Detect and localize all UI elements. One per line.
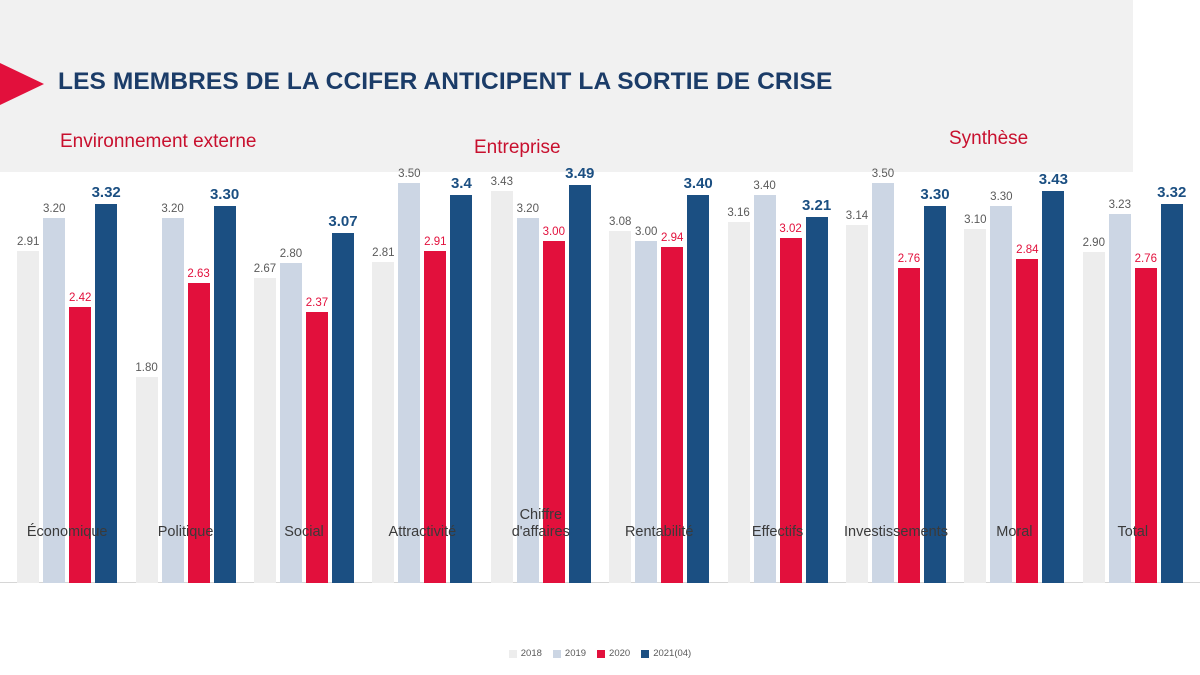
chart-bar-wrapper (801, 172, 832, 583)
chart-value-label: 3.20 (42, 203, 66, 215)
chart-bar-cluster (955, 172, 1073, 583)
chart-bar (136, 377, 158, 583)
chart-bar-wrapper (661, 172, 683, 583)
chart-bar-wrapper (728, 172, 750, 583)
chart-value-label: 3.02 (779, 223, 802, 235)
chart-value-label: 1.80 (135, 362, 158, 374)
chart-value-label: 3.00 (542, 226, 565, 238)
chart-value-label: 2.76 (897, 253, 921, 265)
chart-category-label: Moral (996, 524, 1033, 540)
chart-value-label: 2.91 (424, 236, 447, 248)
chart-bar-wrapper (450, 172, 472, 583)
chart-value-label: 3.30 (920, 186, 950, 203)
chart-value-label: 3.07 (328, 213, 358, 230)
chart-bar-wrapper (780, 172, 802, 583)
legend-label: 2019 (564, 648, 587, 659)
chart-bar-wrapper (1157, 172, 1187, 583)
legend-label: 2021(04) (653, 648, 692, 659)
chart-bar-wrapper (1109, 172, 1131, 583)
chart-value-label: 3.30 (209, 186, 240, 203)
chart-bar-cluster (600, 172, 718, 583)
chart-category-label: Investissements (844, 524, 948, 540)
chart-value-label: 2.80 (279, 248, 303, 260)
chart-bar-wrapper (1038, 171, 1068, 583)
chart-value-label: 3.30 (990, 191, 1013, 203)
chart-bar-wrapper (188, 172, 210, 583)
legend-item (553, 648, 586, 659)
chart-category-group (363, 168, 481, 583)
chart-value-label: 3.16 (727, 207, 750, 219)
chart-bar (872, 183, 894, 583)
legend-swatch (509, 650, 517, 658)
chart-bar-wrapper (846, 172, 868, 583)
chart-value-label: 2.90 (1082, 237, 1105, 249)
chart-category-group (1074, 172, 1192, 583)
chart-bar-cluster (837, 168, 955, 583)
chart-value-label: 3.00 (634, 226, 658, 238)
chart-bar-wrapper (1016, 172, 1038, 583)
chart-bar-wrapper (91, 172, 121, 583)
chart-value-label: 3.20 (516, 203, 539, 215)
chart-bar-wrapper (17, 172, 39, 583)
chart-value-label: 3.20 (161, 203, 184, 215)
chart-value-label: 3.14 (845, 210, 869, 222)
chart-bar-cluster (718, 172, 836, 583)
chart-category-label: Social (284, 524, 324, 540)
group-label-environnement-externe: Environnement externe (60, 131, 257, 152)
chart-value-label: 2.67 (253, 263, 277, 275)
chart-category-group (126, 172, 244, 583)
chart-bar-wrapper (43, 172, 65, 583)
chart-category-group (245, 172, 363, 583)
chart-bar-wrapper (372, 172, 394, 583)
chart-category-label: Total (1117, 524, 1149, 540)
chart-bar-cluster (1074, 172, 1192, 583)
legend-swatch (597, 650, 605, 658)
page-title: LES MEMBRES DE LA CCIFER ANTICIPENT LA SORTIE DE CRISE (58, 68, 833, 95)
chart-value-label: 2.42 (68, 292, 92, 304)
chart-legend (0, 648, 1200, 659)
chart-bar-wrapper (1135, 172, 1157, 583)
chart-bar-wrapper (990, 172, 1012, 583)
legend-swatch (641, 650, 649, 658)
chart-value-label: 2.76 (1134, 253, 1157, 265)
chart-bar-wrapper (871, 168, 895, 583)
chart-bar-cluster (363, 168, 481, 583)
legend-swatch (553, 650, 561, 658)
chart-value-label: 2.81 (372, 247, 395, 259)
chart-bar-wrapper (328, 172, 358, 583)
chart-bar-wrapper (162, 172, 184, 583)
chart-category-group (955, 172, 1073, 583)
chart-value-label: 2.84 (1016, 244, 1039, 256)
group-label-synthese: Synthèse (949, 128, 1029, 149)
chart-bar-cluster (8, 172, 126, 583)
chart-category-group (837, 168, 955, 583)
chart-value-label: 2.63 (187, 268, 210, 280)
chart-value-label: 2.94 (660, 232, 684, 244)
chart-category-label: Chiffre d'affaires (511, 507, 570, 540)
chart-bar-cluster (245, 172, 363, 583)
chart-category-group (8, 172, 126, 583)
chart-value-label: 3.50 (398, 168, 421, 180)
chart-bar (306, 312, 328, 583)
chart-value-label: 3.32 (1157, 184, 1187, 201)
chart-category-label: Politique (157, 524, 214, 540)
chart-value-label: 3.4 (450, 175, 472, 192)
group-label-entreprise: Entreprise (474, 137, 561, 158)
chart-value-label: 3.43 (1038, 171, 1068, 188)
bar-chart (0, 165, 1200, 675)
legend-item (597, 648, 630, 659)
chart-category-group (718, 172, 836, 583)
chart-value-label: 3.40 (683, 175, 713, 192)
chart-bar-wrapper (306, 172, 328, 583)
chart-bar-wrapper (920, 172, 950, 583)
legend-label: 2018 (520, 648, 542, 659)
accent-triangle-icon (0, 63, 44, 105)
chart-value-label: 3.49 (565, 165, 595, 182)
chart-bar-wrapper (280, 172, 302, 583)
chart-bar-wrapper (136, 172, 158, 583)
chart-category-group (482, 165, 600, 583)
chart-category-group (600, 172, 718, 583)
legend-item (509, 648, 542, 659)
chart-bar-wrapper (209, 172, 240, 583)
legend-item (641, 648, 691, 659)
chart-value-label: 3.50 (871, 168, 895, 180)
chart-bar-wrapper (424, 172, 446, 583)
chart-value-label: 3.10 (964, 214, 987, 226)
chart-bar-wrapper (398, 168, 421, 583)
chart-category-label: Rentabilité (624, 524, 694, 540)
chart-value-label: 3.21 (801, 197, 832, 214)
chart-value-label: 2.91 (16, 236, 40, 248)
chart-bar-cluster (126, 172, 244, 583)
chart-value-label: 3.40 (753, 180, 776, 192)
chart-category-label: Effectifs (751, 524, 804, 540)
chart-category-label: Attractivité (388, 524, 457, 540)
chart-category-label: Économique (26, 524, 108, 540)
chart-bar-wrapper (898, 172, 920, 583)
chart-value-label: 3.32 (91, 184, 121, 201)
chart-plot-area (8, 165, 1192, 583)
chart-bar-wrapper (1083, 172, 1105, 583)
chart-value-label: 3.08 (608, 216, 632, 228)
legend-label: 2020 (609, 648, 631, 659)
chart-value-label: 3.43 (490, 176, 513, 188)
chart-value-label: 2.37 (305, 297, 329, 309)
chart-bar-wrapper (69, 172, 91, 583)
chart-bar-wrapper (964, 172, 986, 583)
chart-value-label: 3.23 (1108, 199, 1131, 211)
chart-bar-wrapper (683, 172, 713, 583)
chart-bar (69, 307, 91, 583)
chart-bar-wrapper (254, 172, 276, 583)
